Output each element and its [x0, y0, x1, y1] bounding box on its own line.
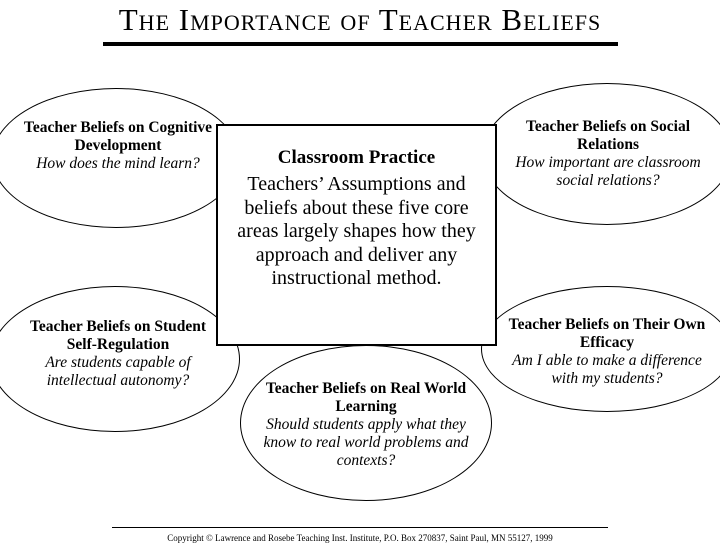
node-real-world — [250, 380, 482, 470]
node-real-world-heading: Teacher Beliefs on Real World Learning — [265, 380, 467, 415]
node-self-regulation-question: Are students capable of intellectual autonomy? — [45, 354, 191, 389]
title-underline — [103, 42, 618, 46]
footer-rule — [112, 527, 608, 528]
page-title: The Importance of Teacher Beliefs — [118, 2, 602, 37]
node-efficacy-question: Am I able to make a difference with my students? — [512, 352, 702, 387]
node-cognitive-question: How does the mind learn? — [36, 155, 200, 172]
center-box-classroom-practice — [216, 124, 497, 346]
node-cognitive-heading: Teacher Beliefs on Cognitive Development — [23, 119, 213, 154]
node-real-world-question: Should students apply what they know to real world problems and contexts? — [263, 416, 469, 469]
node-social-heading: Teacher Beliefs on Social Relations — [525, 118, 691, 153]
node-self-regulation-heading: Teacher Beliefs on Student Self-Regulation — [29, 318, 207, 353]
center-body: Teachers’ Assumptions and beliefs about these five core areas largely shapes how they approach and deliver any instructional method. — [237, 173, 476, 289]
node-cognitive-development — [18, 119, 218, 173]
node-self-regulation — [18, 318, 218, 390]
node-social-relations — [500, 118, 716, 190]
node-social-question: How important are classroom social relations? — [515, 154, 701, 189]
node-own-efficacy — [500, 316, 714, 388]
node-efficacy-heading: Teacher Beliefs on Their Own Efficacy — [508, 316, 706, 351]
center-title: Classroom Practice — [277, 147, 436, 168]
copyright-footer: Copyright © Lawrence and Rosebe Teaching Inst. Institute, P.O. Box 270837, Saint Paul, MN 55127, 1999 — [167, 533, 553, 543]
